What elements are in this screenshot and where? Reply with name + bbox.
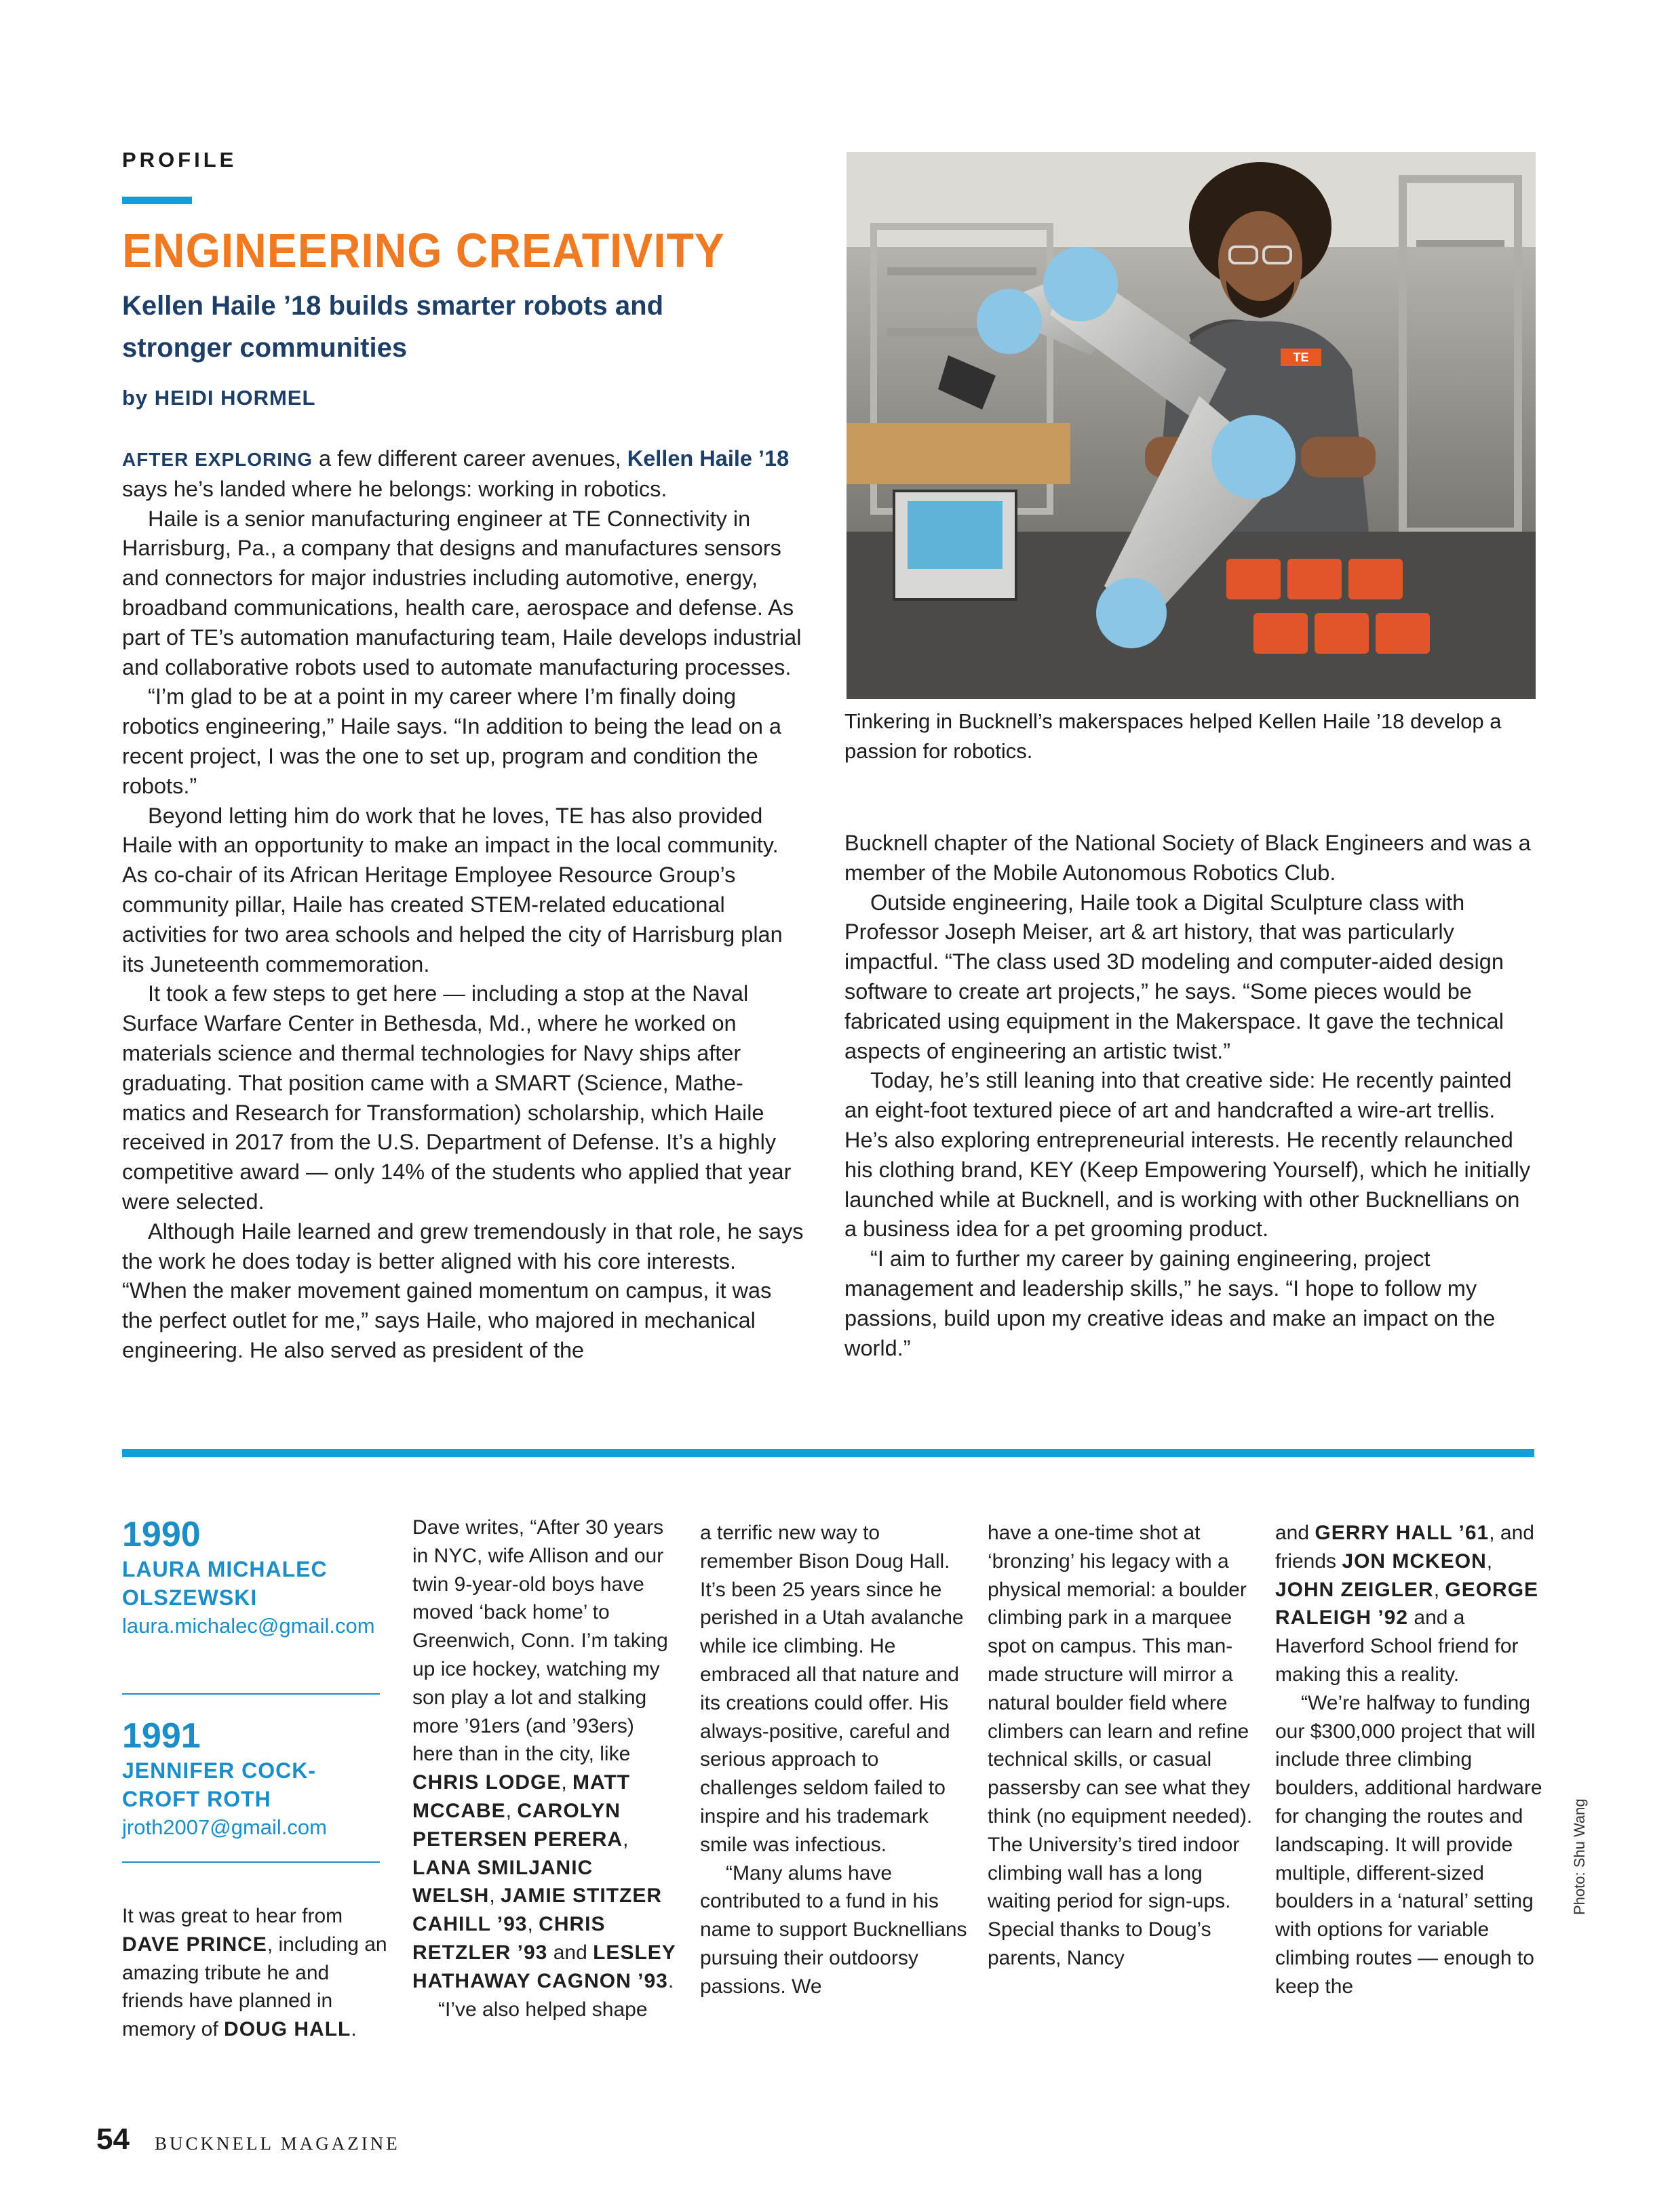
- alum-name: GEORGE RALEIGH ’92: [1275, 1578, 1539, 1630]
- class-correspondent-name: JENNIFER COCK-CROFT ROTH: [122, 1758, 317, 1811]
- note-text: .: [667, 1969, 674, 1992]
- note-text: ,: [1486, 1549, 1493, 1573]
- class-notes-column-2: [412, 1514, 680, 2023]
- paragraph: Outside engineering, Haile took a Digital Sculpture class with Professor Joseph Meiser, art & art history, that was particularly impactful. “The class used 3D modeling and computer-aided design software to create art projects,” he says. “Some pieces would be fabricated using equipment in the Makerspace. It gave the technical aspects of engineering an artistic twist.”: [844, 890, 1504, 1063]
- lead-name: Kellen Haile ’18: [627, 446, 790, 471]
- note-text: a terrific new way to remember Bison Doug Hall. It’s been 25 years since he perished in a Utah avalanche while ice climbing. He embraced all that nature and its creations could offer. His always-positive, careful and serious approach to challenges seldom failed to inspire and his trademark smile was infectious.: [700, 1522, 964, 1856]
- section-kicker: PROFILE: [122, 148, 237, 172]
- paragraph: Today, he’s still leaning into that creative side: He recently painted an eight-foot textured piece of art and handcrafted a wire-art trellis. He’s also exploring entrepreneurial interests. He recently relaunched his clothing brand, KEY (Keep Empowering Yourself), which he initially launched while at Bucknell, and is working with other Bucknellians on a business idea for a pet grooming product.: [844, 1068, 1531, 1242]
- note-text: Dave writes, “After 30 years in NYC, wife Allison and our twin 9-year-old boys have moved ‘back home’ to Greenwich, Conn. I’m taking up ice hockey, watching my son play a lot and stalking more ’91ers (and ’93ers) here than in the city, like: [412, 1516, 668, 1766]
- note-text: “I’ve also helped shape: [438, 1998, 648, 2021]
- note-text: “We’re halfway to funding our $300,000 project that will include three climbing boulders, additional hardware for changing the routes and landscaping. It will provide multiple, different-sized boulders in a ‘natural’ setting with options for variable climbing routes — enough to keep the: [1275, 1691, 1542, 1998]
- page-number: 54: [96, 2122, 130, 2156]
- alum-name: DOUG HALL: [224, 2018, 351, 2041]
- robot-photo: [847, 152, 1536, 699]
- class-year: 1990: [122, 1515, 201, 1554]
- note-text: and a Haverford School friend for making this a reality.: [1275, 1606, 1519, 1686]
- kicker-rule: [122, 197, 192, 204]
- article-column-2: [844, 829, 1536, 1363]
- note-text: It was great to hear from: [122, 1905, 343, 1927]
- te-logo: TE: [1293, 351, 1309, 364]
- paragraph: “I’m glad to be at a point in my career where I’m finally doing robotics engineering,” Haile says. “In addition to being the lead on a recent project, I was the one to set up, program and condition the robots.”: [122, 684, 782, 798]
- class-notes-column-5: [1275, 1519, 1543, 2001]
- note-text: and: [547, 1941, 594, 1964]
- byline: by HEIDI HORMEL: [122, 386, 316, 410]
- alum-name: CAROLYN PETERSEN PERERA: [412, 1799, 623, 1851]
- paragraph: Although Haile learned and grew tremendously in that role, he says the work he does today is better aligned with his core interests. “When the maker movement gained momentum on campus, it was the perfect outlet for me,” says Haile, who majored in mechanical engineering. He also served as president of the: [122, 1219, 804, 1362]
- lead-paragraph: [122, 444, 804, 505]
- lead-text: a few different career avenues,: [313, 446, 627, 471]
- photo-illustration: [847, 152, 1536, 699]
- class-year: 1991: [122, 1716, 201, 1756]
- note-text: , including an amazing tribute he and friends have planned in memory of: [122, 1933, 387, 2041]
- class-rule: [122, 1861, 380, 1863]
- class-year-1990: [122, 1514, 390, 1640]
- alum-name: JOHN ZEIGLER: [1275, 1578, 1434, 1601]
- paragraph: “I aim to further my career by gaining engineering, project management and leadership skills,” he says. “I hope to follow my passions, build upon my creative ideas and make an impact on the world.”: [844, 1246, 1496, 1360]
- photo-credit: Photo: Shu Wang: [1571, 1798, 1588, 1915]
- note-text: and: [1275, 1522, 1315, 1544]
- photo-caption: Tinkering in Bucknell’s makerspaces helped Kellen Haile ’18 develop a passion for robotics.: [844, 709, 1502, 763]
- note-text: ,: [505, 1799, 518, 1822]
- article-column-1: [122, 444, 804, 1366]
- alum-name: CHRIS LODGE: [412, 1771, 562, 1794]
- paragraph: Bucknell chapter of the National Society of Black Engineers and was a member of the Mobile Autonomous Robotics Club.: [844, 831, 1531, 885]
- alum-name: DAVE PRINCE: [122, 1933, 267, 1956]
- alum-name: CHRIS RETZLER ’93: [412, 1913, 606, 1964]
- note-text: .: [351, 2018, 357, 2041]
- note-text: “Many alums have contributed to a fund in his name to support Bucknellians pursuing their outdoorsy passions. We: [700, 1861, 967, 1998]
- class-correspondent-name: LAURA MICHALEC OLSZEWSKI: [122, 1557, 328, 1610]
- section-divider: [122, 1449, 1534, 1457]
- alum-name: GERRY HALL ’61: [1315, 1522, 1490, 1544]
- paragraph: It took a few steps to get here — including a stop at the Naval Surface Warfare Center in Bethesda, Md., where he worked on materials science and thermal technologies for Navy ships after graduating. That position came with a SMART (Science, Mathe-matics and Research for Transformation) scholarship, which Haile received in 2017 from the U.S. Department of Defense. It’s a highly competitive award — only 14% of the students who applied that year were selected.: [122, 981, 792, 1214]
- lead-tail: says he’s landed where he belongs: working in robotics.: [122, 476, 667, 501]
- class-year-1991: [122, 1716, 390, 1842]
- note-text: ,: [1433, 1578, 1445, 1601]
- alum-name: JON MCKEON: [1342, 1549, 1487, 1573]
- class-correspondent-email[interactable]: laura.michalec@gmail.com: [122, 1614, 375, 1638]
- alum-name: JAMIE STITZER CAHILL ’93: [412, 1884, 663, 1936]
- article-subtitle: Kellen Haile ’18 builds smarter robots and stronger communities: [122, 291, 664, 363]
- article-title: ENGINEERING CREATIVITY: [122, 224, 725, 278]
- note-text: ,: [527, 1913, 539, 1936]
- note-text: ,: [561, 1771, 573, 1794]
- note-text: ,: [489, 1884, 501, 1908]
- note-text: ,: [623, 1828, 629, 1851]
- note-text: , and friends: [1275, 1522, 1534, 1573]
- class-notes-column-3: [700, 1519, 968, 2001]
- magazine-name: BUCKNELL MAGAZINE: [155, 2133, 400, 2154]
- lead-caps: AFTER EXPLORING: [122, 449, 313, 470]
- paragraph: Haile is a senior manufacturing engineer at TE Connectivity in Harrisburg, Pa., a company that designs and manufactures sensors and connectors for major industries including automotive, energy, broadband communications, health care, aerospace and defense. As part of TE’s automation manufacturing team, Haile develops industrial and collaborative robots used to automate manufacturing processes.: [122, 506, 802, 679]
- class-rule: [122, 1693, 380, 1695]
- alum-name: MATT MCCABE: [412, 1771, 631, 1822]
- alum-name: LANA SMILJANIC WELSH: [412, 1856, 594, 1908]
- alum-name: LESLEY HATHAWAY CAGNON ’93: [412, 1941, 676, 1992]
- class-notes-intro: [122, 1902, 390, 2044]
- class-correspondent-email[interactable]: jroth2007@gmail.com: [122, 1815, 327, 1839]
- paragraph: Beyond letting him do work that he loves, TE has also provided Haile with an opportunity to make an impact in the local community. As co-chair of its African Heritage Employee Resource Group’s community pillar, Haile has created STEM-related educational activities for two area schools and helped the city of Harrisburg plan its Juneteenth commemoration.: [122, 803, 783, 976]
- class-notes-column-4: have a one-time shot at ‘bronzing’ his legacy with a physical memorial: a boulder climbing park in a marquee spot on campus. This man-made structure will mirror a natural boulder field where climbers can learn and refine technical skills, or casual passersby can see what they think (no equipment needed). The University’s tired indoor climbing wall has a long waiting period for sign-ups. Special thanks to Doug’s parents, Nancy: [988, 1522, 1253, 1969]
